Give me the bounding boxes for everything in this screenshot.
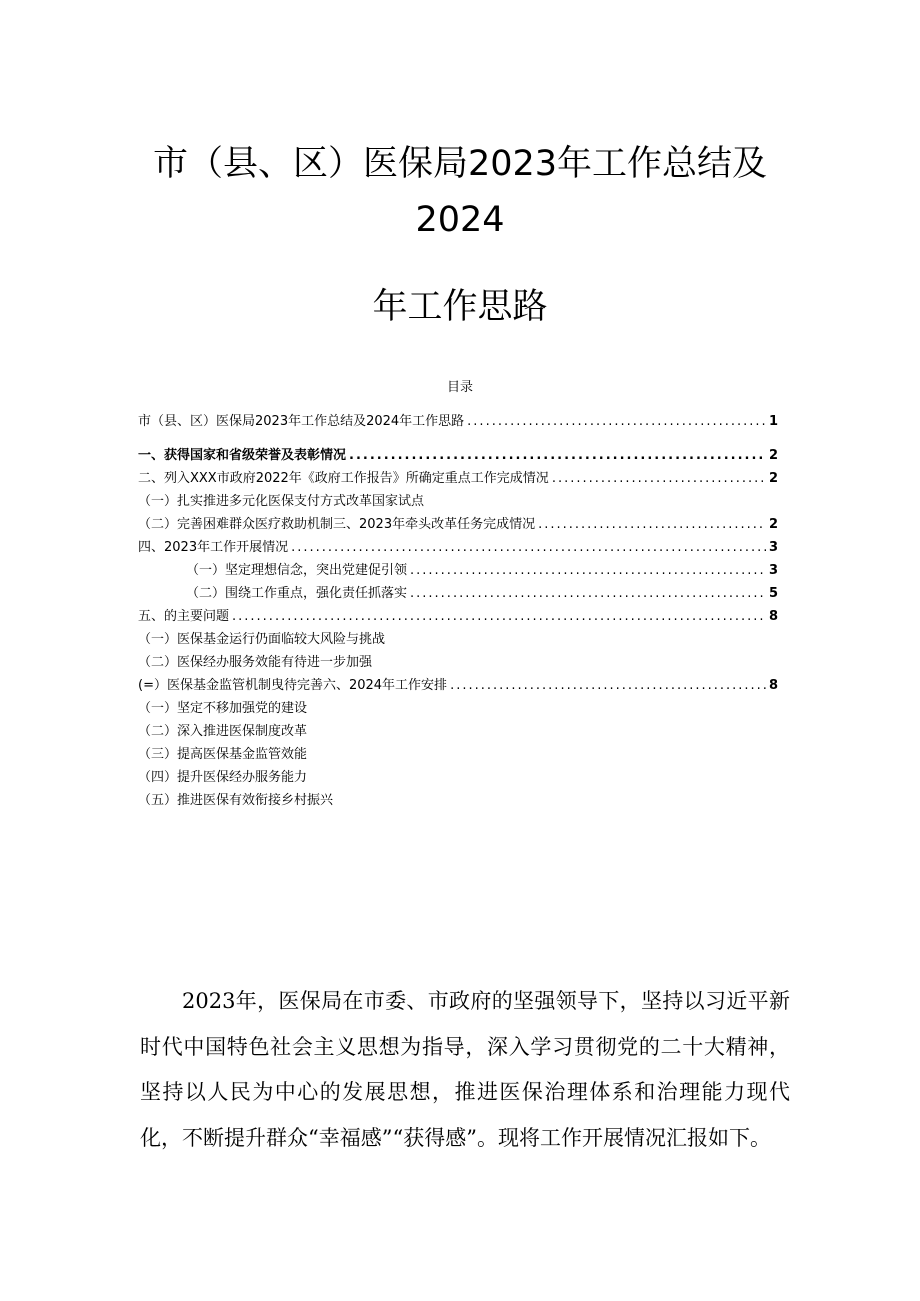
toc-entry-label: (=）医保基金监管机制曳待完善六、2024年工作安排 <box>138 678 448 693</box>
toc-entry[interactable] <box>138 410 778 430</box>
toc-leader <box>349 448 766 463</box>
toc-entry-label: （一）坚定理想信念，突出党建促引领 <box>186 563 408 578</box>
toc-heading: 目录 <box>446 380 473 395</box>
toc-entry[interactable] <box>138 720 778 740</box>
toc-entry[interactable] <box>138 789 778 809</box>
title-line-3: 年工作思路 <box>372 287 548 327</box>
toc-entry-label: （二）深入推进医保制度改革 <box>138 724 308 739</box>
toc-entry[interactable] <box>138 651 778 671</box>
toc-leader <box>410 586 766 601</box>
toc-entry-label: 五、的主要问题 <box>138 609 230 624</box>
toc-entry-page: 1 <box>768 414 778 429</box>
toc-entry-page: 3 <box>768 563 778 578</box>
toc-leader <box>410 563 766 578</box>
toc-leader <box>232 609 766 624</box>
toc-leader <box>291 540 766 555</box>
toc-entry[interactable] <box>138 628 778 648</box>
toc-entry-label: （一）扎实推进多元化医保支付方式改革国家试点 <box>138 494 425 509</box>
toc-entry[interactable] <box>138 467 778 487</box>
toc-entry-label: 二、列入XXX市政府2022年《政府工作报告》所确定重点工作完成情况 <box>138 471 549 486</box>
toc-entry-label: （三）提高医保基金监管效能 <box>138 747 308 762</box>
title-line-2: 2024 <box>415 200 505 240</box>
toc-entry-label: （一）医保基金运行仍面临较大风险与挑战 <box>138 632 386 647</box>
toc-entry-page: 2 <box>768 517 778 532</box>
toc-entry-page: 8 <box>768 609 778 624</box>
intro-paragraph: 2023年，医保局在市委、市政府的坚强领导下，坚持以习近平新时代中国特色社会主义思想为指导，深入学习贯彻党的二十大精神，坚持以人民为中心的发展思想，推进医保治理体系和治理能力现代化，不断提升群众“幸福感”“获得感”。现将工作开展情况汇报如下。 <box>140 989 790 1150</box>
toc-entry[interactable] <box>138 444 778 464</box>
toc-leader <box>538 517 766 532</box>
toc-entry[interactable] <box>138 743 778 763</box>
toc-leader <box>552 471 766 486</box>
toc-entry[interactable] <box>186 559 778 579</box>
toc-entry[interactable] <box>138 697 778 717</box>
toc-entry-page: 8 <box>768 678 778 693</box>
toc-entry-page: 2 <box>768 448 778 463</box>
toc-entry-label: （二）完善困难群众医疗救助机制三、2023年牵头改革任务完成情况 <box>138 517 536 532</box>
toc-entry[interactable] <box>138 766 778 786</box>
toc-entry[interactable] <box>138 605 778 625</box>
toc-entry-page: 2 <box>768 471 778 486</box>
toc-entry-label: 四、2023年工作开展情况 <box>138 540 289 555</box>
toc-leader <box>450 678 766 693</box>
toc-entry-page: 3 <box>768 540 778 555</box>
toc-entry-label: （四）提升医保经办服务能力 <box>138 770 308 785</box>
toc-entry-label: （五）推进医保有效衔接乡村振兴 <box>138 793 334 808</box>
toc-entry[interactable] <box>138 513 778 533</box>
toc-entry[interactable] <box>138 536 778 556</box>
toc-entry-label: 一、获得国家和省级荣誉及表彰情况 <box>138 448 347 463</box>
toc-entry[interactable] <box>138 674 778 694</box>
toc-entry-label: （二）医保经办服务效能有待进一步加强 <box>138 655 373 670</box>
toc-entry-label: （二）围绕工作重点，强化责任抓落实 <box>186 586 408 601</box>
toc-entry-label: （一）坚定不移加强党的建设 <box>138 701 308 716</box>
title-line-1: 市（县、区）医保局2023年工作总结及 <box>152 144 768 184</box>
toc-entry[interactable] <box>186 582 778 602</box>
toc-entry-label: 市（县、区）医保局2023年工作总结及2024年工作思路 <box>138 414 465 429</box>
toc-leader <box>467 414 766 429</box>
toc-entry[interactable] <box>138 490 778 510</box>
toc-entry-page: 5 <box>768 586 778 601</box>
